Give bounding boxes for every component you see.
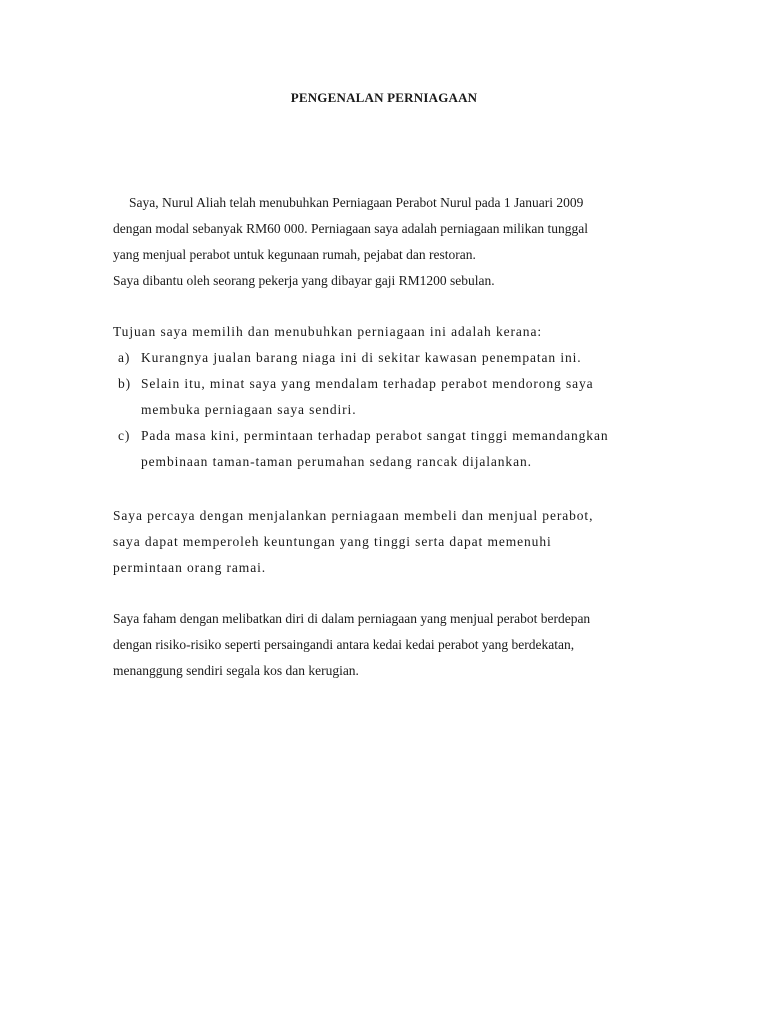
risks-line: Saya faham dengan melibatkan diri di dalam perniagaan yang menjual perabot berdepan xyxy=(113,611,591,626)
document-title: PENGENALAN PERNIAGAAN xyxy=(290,90,478,105)
belief-line: saya dapat memperoleh keuntungan yang tinggi serta dapat memenuhi xyxy=(113,534,552,549)
reason-item-b xyxy=(113,371,653,423)
reason-line: Selain itu, minat saya yang mendalam terhadap perabot mendorong saya xyxy=(141,376,594,391)
reason-line: membuka perniagaan saya sendiri. xyxy=(141,402,357,417)
intro-paragraph xyxy=(113,190,653,294)
reason-item-c xyxy=(113,423,653,475)
belief-paragraph xyxy=(113,503,653,581)
belief-line: permintaan orang ramai. xyxy=(113,560,267,575)
risks-line: dengan risiko-risiko seperti persaingandi antara kedai kedai perabot yang berdekatan, xyxy=(113,637,575,652)
risks-line: menanggung sendiri segala kos dan kerugian. xyxy=(113,663,359,678)
reason-item-a xyxy=(113,345,653,371)
intro-line: dengan modal sebanyak RM60 000. Perniagaan saya adalah perniagaan milikan tunggal xyxy=(113,221,588,236)
reason-line: Pada masa kini, permintaan terhadap perabot sangat tinggi memandangkan xyxy=(141,428,609,443)
belief-line: Saya percaya dengan menjalankan perniagaan membeli dan menjual perabot, xyxy=(113,508,594,523)
reason-line: Kurangnya jualan barang niaga ini di sekitar kawasan penempatan ini. xyxy=(141,350,582,365)
intro-line: Saya, Nurul Aliah telah menubuhkan Perniagaan Perabot Nurul pada 1 Januari 2009 xyxy=(129,195,584,210)
reasons-heading: Tujuan saya memilih dan menubuhkan perniagaan ini adalah kerana: xyxy=(113,324,542,339)
list-marker: c) xyxy=(118,428,131,443)
intro-line: Saya dibantu oleh seorang pekerja yang dibayar gaji RM1200 sebulan. xyxy=(113,273,495,288)
list-marker: b) xyxy=(118,376,132,391)
reasons-section xyxy=(113,319,653,475)
intro-line: yang menjual perabot untuk kegunaan rumah, pejabat dan restoran. xyxy=(113,247,476,262)
reason-line: pembinaan taman-taman perumahan sedang rancak dijalankan. xyxy=(141,454,532,469)
risks-paragraph xyxy=(113,606,653,684)
list-marker: a) xyxy=(118,350,131,365)
